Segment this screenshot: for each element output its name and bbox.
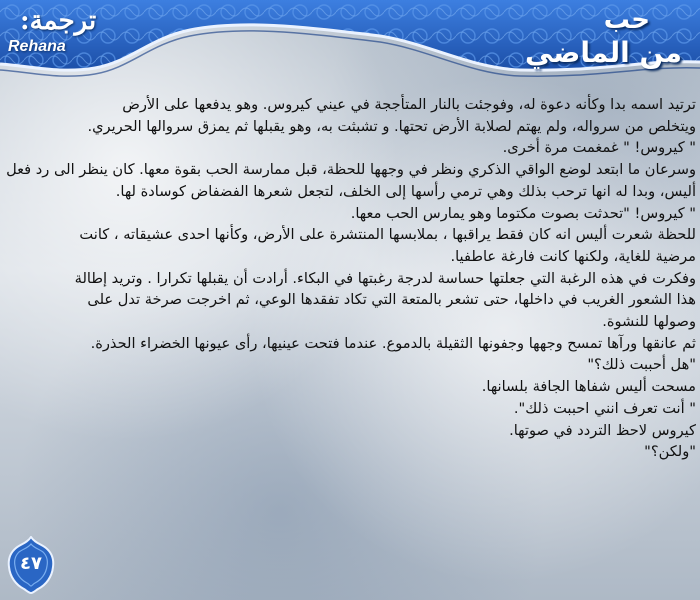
text-line: "ولكن؟" — [644, 443, 696, 461]
page-number-badge — [6, 536, 56, 594]
text-line: وفكرت في هذه الرغبة التي جعلتها حساسة لدرجة رغبتها في البكاء. أرادت أن يقبلها تكرارا . وتريد إطالة — [74, 269, 696, 287]
text-line: مرضية للغاية، ولكنها كانت فارغة عاطفيا. — [450, 247, 696, 265]
text-line: وسرعان ما ابتعد لوضع الواقي الذكري ونظر في وجهها للحظة، قبل ممارسة الحب بقوة معها. كان ينظر الى رد فعل — [6, 161, 696, 179]
text-line: " كيروس! "تحدثت بصوت مكتوما وهو يمارس الحب معها. — [350, 204, 696, 222]
title-line-1: حب — [603, 5, 650, 35]
text-line: ترتيد اسمه بدا وكأنه دعوة له، وفوجئت بالنار المتأججة في عيني كيروس. وهو يدفعها على الأرض — [122, 96, 696, 113]
text-line: للحظة شعرت أليس انه كان فقط يراقبها ، بملابسها المنتشرة على الأرض، وكأنها احدى عشيقاته ، كانت — [79, 226, 696, 244]
chapter-title — [525, 4, 682, 70]
page-number: ٤٧ — [20, 553, 42, 574]
story-text — [6, 94, 696, 463]
text-line: ويتخلص من سرواله، ولم يهتم لصلابة الأرض تحتها. و تشبثت به، وهو يقبلها ثم يمزق سروالها الحريري. — [87, 117, 696, 135]
text-line: هذا الشعور الغريب في داخلها، حتى تشعر بالمتعة التي تكاد تفقدها الوعي، ثم اخرجت صرخة تدل على — [87, 291, 696, 309]
text-line: " كيروس! " غمغمت مرة أخرى. — [502, 139, 696, 157]
text-line: كيروس لاحظ التردد في صوتها. — [509, 421, 696, 439]
header-banner — [0, 0, 700, 90]
text-line: أليس، وبدا له انها ترحب بذلك وهي ترمي رأسها إلى الخلف، لتجعل شعرها الفضفاض كوسادة لها. — [115, 182, 696, 200]
translation-label: ترجمة: — [20, 6, 97, 36]
text-line: مسحت أليس شفاها الجافة بلسانها. — [481, 378, 696, 396]
text-line: " أنت تعرف انني احببت ذلك". — [513, 399, 696, 417]
text-line: وصولها للنشوة. — [602, 313, 696, 331]
title-line-2: من الماضي — [524, 36, 682, 69]
text-line: ثم عانقها ورآها تمسح وجهها وجفونها الثقيلة بالدموع. عندما فتحت عينيها، رأى عيونها الخضراء الحذرة. — [90, 334, 696, 352]
translator-name: Rehana — [8, 38, 66, 55]
text-line: "هل أحببت ذلك؟" — [587, 356, 696, 374]
